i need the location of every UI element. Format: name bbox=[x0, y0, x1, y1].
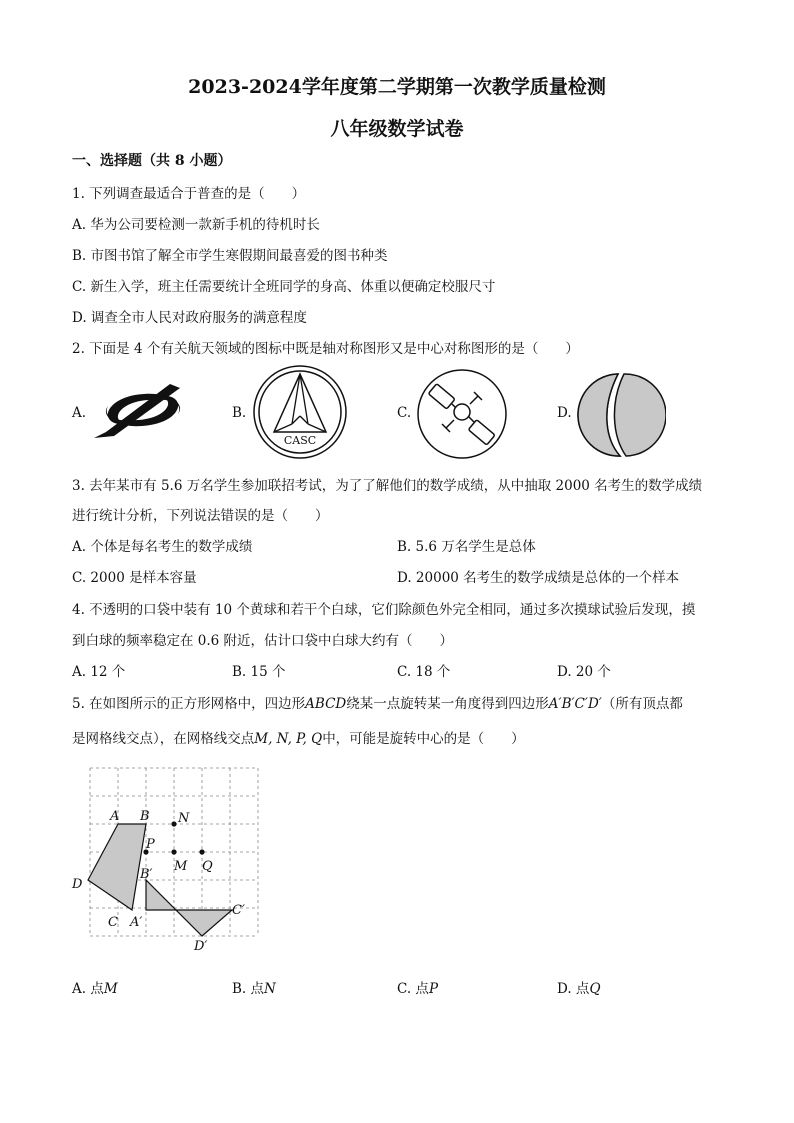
point-q bbox=[199, 849, 204, 854]
label-q: Q bbox=[202, 859, 213, 874]
q1-option-c: C. 新生入学，班主任需要统计全班同学的身高、体重以便确定校服尺寸 bbox=[72, 279, 496, 295]
label-m: M bbox=[174, 859, 188, 874]
q5-option-d bbox=[557, 977, 601, 997]
q3-option-d: D. 20000 名考生的数学成绩是总体的一个样本 bbox=[397, 570, 680, 586]
orbit-logo-icon bbox=[88, 378, 198, 442]
q4-option-d: D. 20 个 bbox=[557, 664, 611, 680]
q5-option-prefix: B. 点 bbox=[232, 981, 265, 997]
point-m bbox=[171, 849, 176, 854]
q5-quad-prime: A′B′C′D′ bbox=[548, 696, 602, 712]
q3-option-b: B. 5.6 万名学生是总体 bbox=[397, 539, 536, 555]
q5-option-point: P bbox=[428, 981, 439, 997]
q5-text: 5. 在如图所示的正方形网格中，四边形 bbox=[72, 696, 306, 712]
q5-text: 绕某一点旋转某一角度得到四边形 bbox=[346, 696, 549, 712]
rotation-grid-figure bbox=[70, 760, 270, 960]
q5-option-a bbox=[72, 977, 118, 997]
q1-option-d: D. 调查全市人民对政府服务的满意程度 bbox=[72, 310, 307, 326]
q2-label-c: C. bbox=[397, 405, 412, 421]
section-heading: 一、选择题（共 8 小题） bbox=[72, 153, 232, 169]
label-p: P bbox=[146, 837, 155, 852]
label-b: B bbox=[140, 809, 150, 824]
q4-option-c: C. 18 个 bbox=[397, 664, 451, 680]
q4-option-a: A. 12 个 bbox=[72, 664, 126, 680]
label-d: D bbox=[72, 877, 83, 892]
q5-text: 是网格线交点），在网格线交点 bbox=[72, 731, 255, 747]
label-a: A bbox=[110, 809, 120, 824]
q3-stem-line1: 3. 去年某市有 5.6 万名学生参加联招考试，为了了解他们的数学成绩，从中抽取 2000 名考生的数学成绩 bbox=[72, 478, 703, 494]
q5-option-point: Q bbox=[589, 981, 601, 997]
split-circle-icon bbox=[576, 370, 666, 460]
q5-points: M, N, P, Q bbox=[254, 731, 323, 747]
q5-quad-abcd: ABCD bbox=[305, 696, 347, 712]
quad-abcd bbox=[88, 824, 146, 910]
q5-stem-line1 bbox=[72, 692, 683, 712]
label-b-prime: B′ bbox=[140, 867, 153, 882]
q2-stem: 2. 下面是 4 个有关航天领域的图标中既是轴对称图形又是中心对称图形的是（ ） bbox=[72, 341, 579, 357]
q1-option-b: B. 市图书馆了解全市学生寒假期间最喜爱的图书种类 bbox=[72, 248, 388, 264]
q2-label-d: D. bbox=[557, 405, 572, 421]
exam-subtitle: 八年级数学试卷 bbox=[330, 118, 464, 140]
q4-option-b: B. 15 个 bbox=[232, 664, 286, 680]
q4-stem-line1: 4. 不透明的口袋中装有 10 个黄球和若干个白球，它们除颜色外完全相同，通过多次摸球试验后发现，摸 bbox=[72, 602, 696, 618]
q5-option-prefix: A. 点 bbox=[72, 981, 104, 997]
q3-option-c: C. 2000 是样本容量 bbox=[72, 570, 197, 586]
q5-stem-line2 bbox=[72, 727, 525, 747]
point-n bbox=[171, 821, 176, 826]
q5-option-prefix: D. 点 bbox=[557, 981, 590, 997]
q5-text: 中，可能是旋转中心的是（ ） bbox=[322, 731, 525, 747]
q5-option-point: M bbox=[103, 981, 118, 997]
q1-option-a: A. 华为公司要检测一款新手机的待机时长 bbox=[72, 217, 320, 233]
q2-label-b: B. bbox=[232, 405, 247, 421]
label-d-prime: D′ bbox=[194, 939, 208, 954]
q5-text: （所有顶点都 bbox=[601, 696, 683, 712]
q3-option-a: A. 个体是每名考生的数学成绩 bbox=[72, 539, 253, 555]
exam-title: 2023-2024学年度第二学期第一次教学质量检测 bbox=[188, 76, 606, 98]
q4-stem-line2: 到白球的频率稳定在 0.6 附近，估计口袋中白球大约有（ ） bbox=[72, 633, 454, 649]
q3-stem-line2: 进行统计分析，下列说法错误的是（ ） bbox=[72, 508, 329, 524]
satellite-icon bbox=[416, 368, 508, 460]
label-a-prime: A′ bbox=[130, 915, 143, 930]
q5-option-c bbox=[397, 977, 438, 997]
q5-option-b bbox=[232, 977, 276, 997]
label-n: N bbox=[178, 811, 190, 826]
label-c: C bbox=[108, 915, 118, 930]
casc-logo-icon bbox=[252, 364, 348, 460]
q5-option-point: N bbox=[264, 981, 276, 997]
label-c-prime: C′ bbox=[232, 903, 245, 918]
q2-label-a: A. bbox=[72, 405, 87, 421]
q1-stem: 1. 下列调查最适合于普查的是（ ） bbox=[72, 186, 306, 202]
q5-option-prefix: C. 点 bbox=[397, 981, 429, 997]
casc-logo-text: CASC bbox=[283, 434, 317, 447]
